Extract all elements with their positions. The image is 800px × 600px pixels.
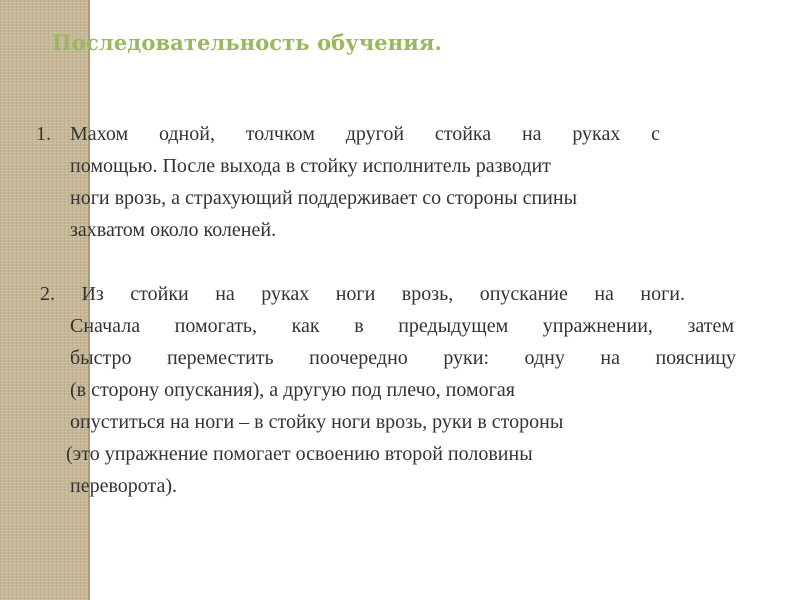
text-line: опуститься на ноги – в стойку ноги врозь, руки в стороны (70, 411, 564, 433)
text-line: захватом около коленей. (70, 219, 277, 241)
list-marker-1: 1. (36, 123, 51, 145)
text-line: 2. Из стойки на руках ноги врозь, опускание на ноги. (40, 283, 685, 305)
slide-title: Последовательность обучения. (52, 30, 442, 55)
list-item-2 (40, 278, 750, 502)
text-line: ноги врозь, а страхующий поддерживает со стороны спины (70, 187, 578, 209)
text-line: быстро переместить поочередно руки: одну на поясницу (70, 347, 736, 369)
list-item-1-text (70, 118, 730, 246)
text-line: Махом одной, толчком другой стойка на руках с (70, 123, 660, 145)
text-line: помощью. После выхода в стойку исполнитель разводит (70, 155, 551, 177)
text-line: (в сторону опускания), а другую под плечо, помогая (70, 379, 515, 401)
text-line: Сначала помогать, как в предыдущем упражнении, затем (70, 315, 734, 337)
text-line: переворота). (70, 475, 178, 497)
text-line: (это упражнение помогает освоению второй половины (66, 443, 533, 465)
